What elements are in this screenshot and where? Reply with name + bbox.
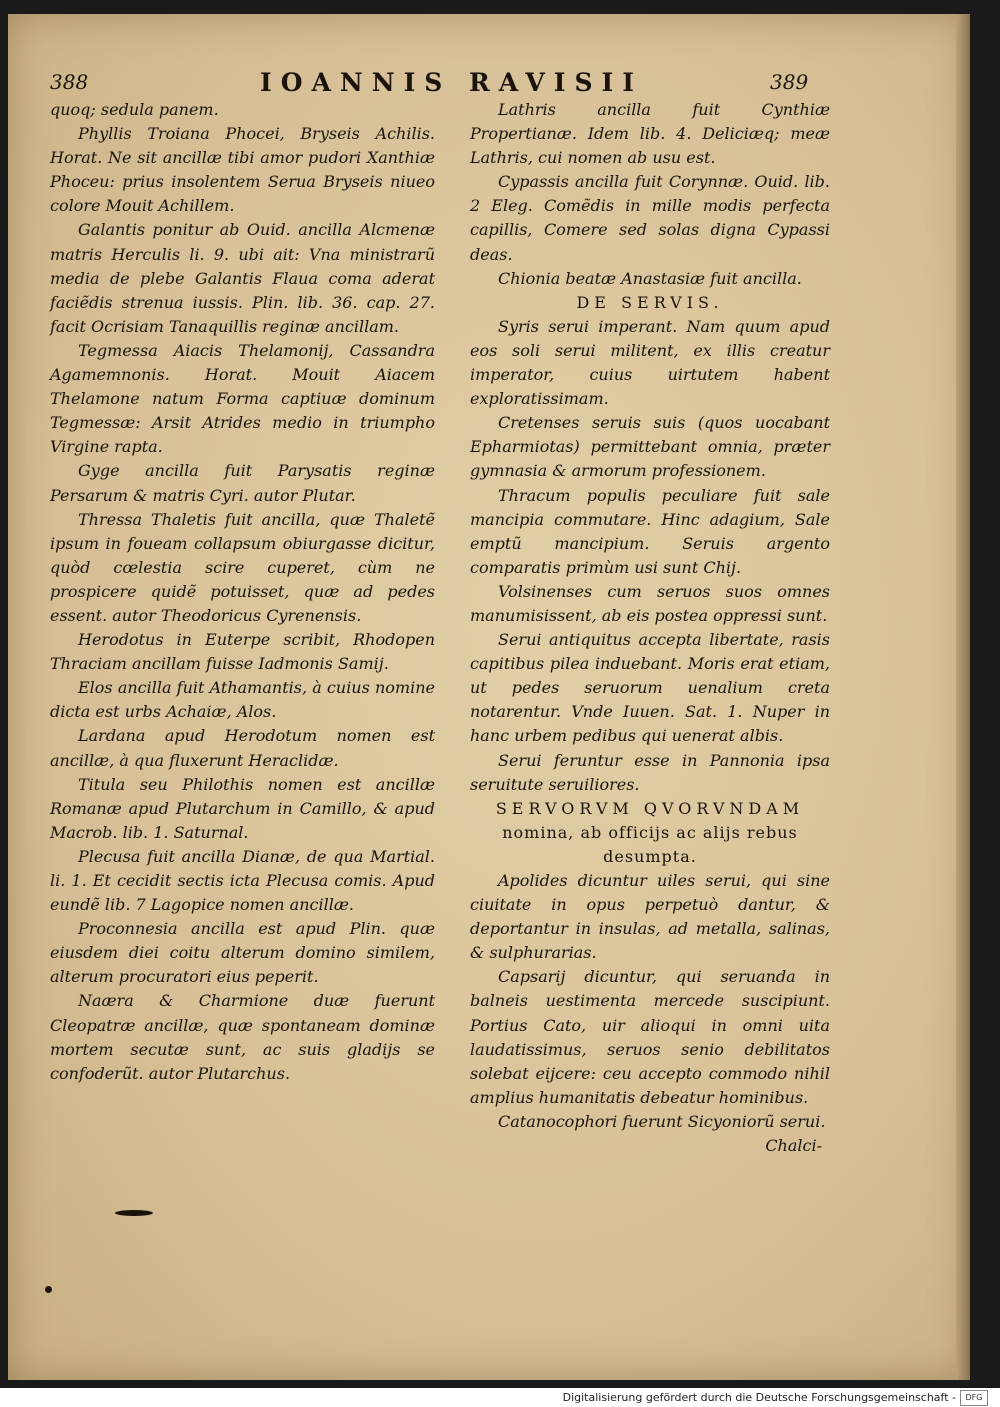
dfg-logo-icon: DFG — [960, 1390, 988, 1406]
text-entry: Volsinenses cum seruos suos omnes manumisissent, ab eis postea oppressi sunt. — [470, 581, 830, 625]
text-entry: Herodotus in Euterpe scribit, Rhodopen Thraciam ancillam fuisse Iadmonis Samij. — [50, 630, 435, 674]
text-entry: Plecusa fuit ancilla Dianæ, de qua Martial. li. 1. Et cecidit sectis icta Plecusa comis. Apud eundẽ lib. 7 Lagopice nomen ancillæ. — [50, 846, 435, 915]
text-entry: quoq; sedula panem. — [50, 100, 219, 119]
text-entry: Lathris ancilla fuit Cynthiæ Propertianæ. Idem lib. 4. Deliciæq; meæ Lathris, cui nomen ab usu est. — [470, 100, 830, 168]
right-column — [470, 98, 830, 1158]
text-entry: Elos ancilla fuit Athamantis, à cuius nomine dicta est urbs Achaiæ, Alos. — [50, 678, 435, 722]
left-column — [50, 98, 435, 1086]
text-entry: Capsarij dicuntur, qui seruanda in balneis uestimenta mercede suscipiunt. Portius Cato, uir alioqui in omni uita laudatissimus, seruos senio debilitatos solebat eijcere: ceu accepto commodo nihil amplius humanitatis debeatur hominibus. — [470, 967, 830, 1107]
text-entry: Chionia beatæ Anastasiæ fuit ancilla. — [498, 268, 802, 288]
text-entry: Thressa Thaletis fuit ancilla, quæ Thaletẽ ipsum in foueam collapsum obiurgasse dicitur, quòd cœlestia scire cuperet, cùm ne prospicere quidẽ potuisset, quæ ad pedes essent. autor Theodoricus Cyrenensis. — [50, 509, 435, 625]
running-head: IOANNIS RAVISII — [260, 68, 643, 97]
text-entry: Serui antiquitus accepta libertate, rasis capitibus pilea induebant. Moris erat etiam, ut pedes seruorum uenalium creta notarentur. Vnde Iuuen. Sat. 1. Nuper in hanc urbem pedibus qui uenerat albis. — [470, 630, 830, 746]
page-edge — [956, 14, 970, 1380]
text-entry: Apolides dicuntur uiles serui, qui sine ciuitate in opus perpetuò dantur, & deportantur in insulas, ad metalla, salinas, & sulphurarias. — [470, 871, 830, 963]
text-entry: Cypassis ancilla fuit Corynnæ. Ouid. lib. 2 Eleg. Comẽdis in mille modis perfecta capillis, Comere sed solas digna Cypassi deas. — [470, 172, 830, 264]
text-entry: Lardana apud Herodotum nomen est ancillæ, à qua fluxerunt Heraclidæ. — [50, 726, 435, 770]
text-entry: Serui feruntur esse in Pannonia ipsa seruitute seruiliores. — [470, 750, 830, 794]
page-header — [50, 68, 830, 100]
text-entry: Thracum populis peculiare fuit sale mancipia commutare. Hinc adagium, Sale emptũ mancipium. Seruis argento comparatis primùm usi sunt Chij. — [470, 485, 830, 577]
section-heading: SERVORVM QVORVNDAM — [495, 798, 805, 818]
ink-dot — [45, 1286, 52, 1293]
section-heading: DE SERVIS. — [576, 292, 724, 312]
text-entry: Titula seu Philothis nomen est ancillæ Romanæ apud Plutarchum in Camillo, & apud Macrob. lib. 1. Saturnal. — [50, 774, 435, 842]
folio-number: 389 — [770, 70, 809, 94]
text-entry: Cretenses seruis suis (quos uocabant Epharmiotas) permittebant omnia, præter gymnasia & armorum professionem. — [470, 413, 830, 481]
footer-credit: Digitalisierung gefördert durch die Deutsche Forschungsgemeinschaft - — [562, 1391, 956, 1404]
text-entry: Proconnesia ancilla est apud Plin. quæ eiusdem diei coitu alterum domino similem, alterum procuratori eius peperit. — [50, 919, 435, 987]
text-entry: Catanocophori fuerunt Sicyoniorũ serui. — [498, 1111, 826, 1131]
section-subheading: nomina, ab officijs ac alijs rebus desumpta. — [502, 822, 798, 866]
text-entry: Gyge ancilla fuit Parysatis reginæ Persarum & matris Cyri. autor Plutar. — [50, 461, 435, 505]
footer-bar — [0, 1388, 1000, 1407]
text-entry: Galantis ponitur ab Ouid. ancilla Alcmenæ matris Herculis li. 9. ubi ait: Vna ministrarũ media de plebe Galantis Flaua coma aderat faciẽdis strenua iussis. Plin. lib. 36. cap. 27. facit Ocrisiam Tanaquillis reginæ ancillam. — [50, 220, 435, 336]
text-entry: Phyllis Troiana Phocei, Bryseis Achilis. Horat. Ne sit ancillæ tibi amor pudori Xanthiæ Phoceu: prius insolentem Serua Bryseis niueo colore Mouit Achillem. — [50, 124, 435, 216]
text-entry: Syris serui imperant. Nam quum apud eos soli serui militent, ex illis creatur imperator, cuius uirtutem habent exploratissimam. — [470, 316, 830, 409]
text-entry: Tegmessa Aiacis Thelamonij, Cassandra Agamemnonis. Horat. Mouit Aiacem Thelamone natum Forma captiuæ dominum Tegmessæ: Arsit Atrides medio in triumpho Virgine rapta. — [50, 340, 435, 457]
ornament-mark — [115, 1210, 153, 1216]
text-entry: Naæra & Charmione duæ fuerunt Cleopatræ ancillæ, quæ spontaneam dominæ mortem secutæ sunt, ac suis gladijs se confoderũt. autor Plutarchus. — [50, 991, 435, 1083]
catchword: Chalci- — [765, 1136, 822, 1156]
page-number: 388 — [50, 70, 89, 94]
